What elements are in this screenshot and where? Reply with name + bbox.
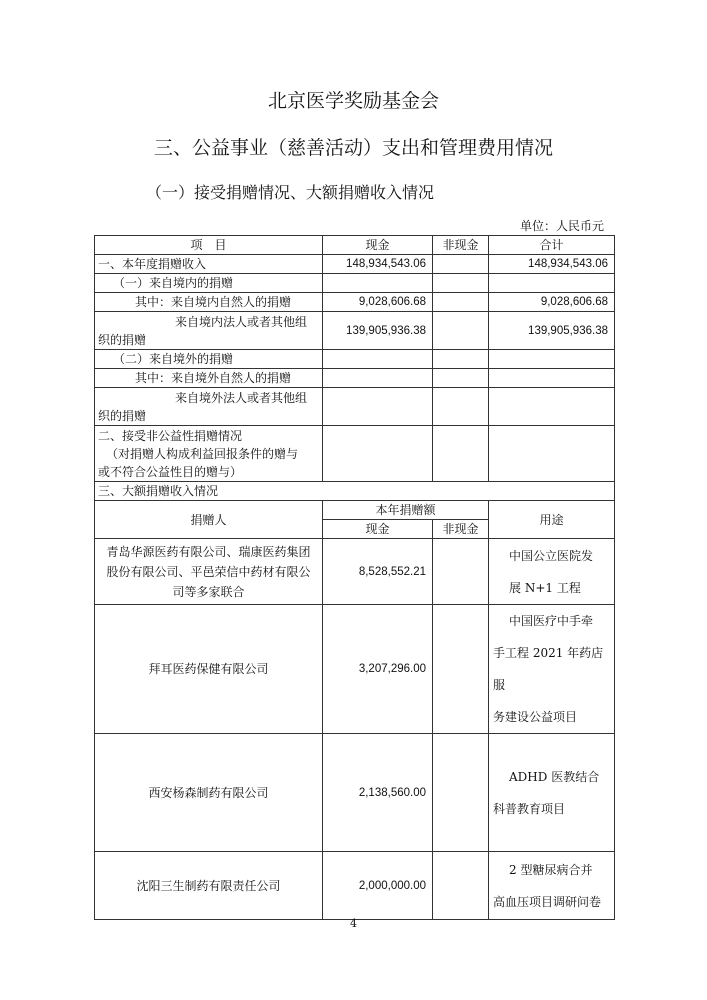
page-number: 4	[350, 917, 357, 930]
row-label-line: 织的捐赠	[98, 408, 147, 423]
donor-name-line: 司等多家联合	[172, 584, 245, 599]
row-cash	[323, 388, 433, 426]
donor-noncash	[433, 605, 489, 734]
row-cash: 148,934,543.06	[323, 255, 433, 274]
header-cash: 现金	[323, 236, 433, 255]
row-total	[489, 369, 615, 388]
row-noncash	[433, 388, 489, 426]
table-row	[95, 293, 615, 312]
table-row	[95, 312, 615, 350]
donor-row	[95, 605, 615, 734]
section-title: 三、公益事业（慈善活动）支出和管理费用情况	[153, 137, 553, 159]
row-total	[489, 388, 615, 426]
header-purpose: 用途	[489, 501, 615, 539]
donor-row	[95, 852, 615, 920]
row-total: 9,028,606.68	[489, 293, 615, 312]
donor-row	[95, 539, 615, 605]
header-item: 项 目	[95, 236, 323, 255]
donor-cash: 2,000,000.00	[323, 852, 433, 920]
donor-cash: 2,138,560.00	[323, 734, 433, 852]
row-label: 其中：来自境外自然人的捐赠	[95, 369, 323, 388]
row-noncash	[433, 293, 489, 312]
table-row	[95, 388, 615, 426]
donor-purpose	[489, 605, 615, 734]
row-cash: 9,028,606.68	[323, 293, 433, 312]
donor-row	[95, 734, 615, 852]
table-row	[95, 350, 615, 369]
table-row	[95, 369, 615, 388]
donor-purpose	[489, 734, 615, 852]
donor-purpose	[489, 852, 615, 920]
table-row	[95, 482, 615, 501]
donor-name-line: 股份有限公司、平邑荣信中药材有限公	[106, 564, 311, 579]
header-noncash: 非现金	[433, 236, 489, 255]
row-label-line: 来自境内法人或者其他组	[175, 314, 308, 329]
purpose-line: 2 型糖尿病合并	[509, 862, 593, 877]
donor-name-line: 青岛华源医药有限公司、瑞康医药集团	[106, 544, 311, 559]
row-total	[489, 426, 615, 482]
header-donor: 捐赠人	[95, 501, 323, 539]
row-total: 148,934,543.06	[489, 255, 615, 274]
row-noncash	[433, 255, 489, 274]
row-label-line: （对捐赠人构成利益回报条件的赠与	[106, 446, 299, 461]
purpose-line: 科普教育项目	[493, 801, 566, 816]
row-label: （二）来自境外的捐赠	[95, 350, 323, 369]
donor-noncash	[433, 852, 489, 920]
header-noncash: 非现金	[433, 520, 489, 539]
row-noncash	[433, 312, 489, 350]
row-cash	[323, 369, 433, 388]
subsection-title: （一）接受捐赠情况、大额捐赠收入情况	[146, 183, 435, 202]
donor-name: 西安杨森制药有限公司	[95, 734, 323, 852]
header-total: 合计	[489, 236, 615, 255]
row-label	[95, 388, 323, 426]
row-noncash	[433, 350, 489, 369]
large-header-row	[95, 501, 615, 520]
purpose-line: 中国医疗中手牵	[509, 614, 594, 628]
purpose-line: ADHD 医教结合	[509, 769, 600, 784]
row-noncash	[433, 369, 489, 388]
purpose-line: 手工程 2021 年药店服	[493, 646, 604, 692]
row-noncash	[433, 274, 489, 293]
row-cash	[323, 426, 433, 482]
donor-name: 沈阳三生制药有限责任公司	[95, 852, 323, 920]
donation-table	[94, 235, 615, 920]
donor-noncash	[433, 734, 489, 852]
row-total	[489, 350, 615, 369]
purpose-line: 高血压项目调研问卷	[493, 894, 602, 909]
row-cash: 139,905,936.38	[323, 312, 433, 350]
donor-noncash	[433, 539, 489, 605]
row-label: 其中：来自境内自然人的捐赠	[95, 293, 323, 312]
row-label: 一、本年度捐赠收入	[95, 255, 323, 274]
organization-title: 北京医学奖励基金会	[267, 90, 439, 112]
row-label-line: 来自境外法人或者其他组	[175, 390, 308, 405]
row-total: 139,905,936.38	[489, 312, 615, 350]
donor-cash: 8,528,552.21	[323, 539, 433, 605]
table-row	[95, 426, 615, 482]
header-cash: 现金	[323, 520, 433, 539]
header-amount: 本年捐赠额	[323, 501, 489, 520]
donor-cash: 3,207,296.00	[323, 605, 433, 734]
table-row	[95, 274, 615, 293]
row-label	[95, 312, 323, 350]
row-noncash	[433, 426, 489, 482]
donor-name	[95, 539, 323, 605]
donor-purpose	[489, 539, 615, 605]
donor-name: 拜耳医药保健有限公司	[95, 605, 323, 734]
purpose-line: 中国公立医院发	[509, 548, 594, 563]
table-row	[95, 255, 615, 274]
row-cash	[323, 274, 433, 293]
table-header-row	[95, 236, 615, 255]
row-cash	[323, 350, 433, 369]
purpose-line: 展 N+1 工程	[509, 580, 581, 595]
currency-unit: 单位：人民币元	[520, 219, 605, 233]
row-total	[489, 274, 615, 293]
row-label-line: 织的捐赠	[98, 332, 147, 347]
row-label: 三、大额捐赠收入情况	[95, 482, 615, 501]
row-label	[95, 426, 323, 482]
row-label-line: 二、接受非公益性捐赠情况	[98, 428, 243, 443]
purpose-line: 务建设公益项目	[493, 710, 578, 724]
row-label: （一）来自境内的捐赠	[95, 274, 323, 293]
row-label-line: 或不符合公益性目的赠与）	[98, 464, 243, 479]
